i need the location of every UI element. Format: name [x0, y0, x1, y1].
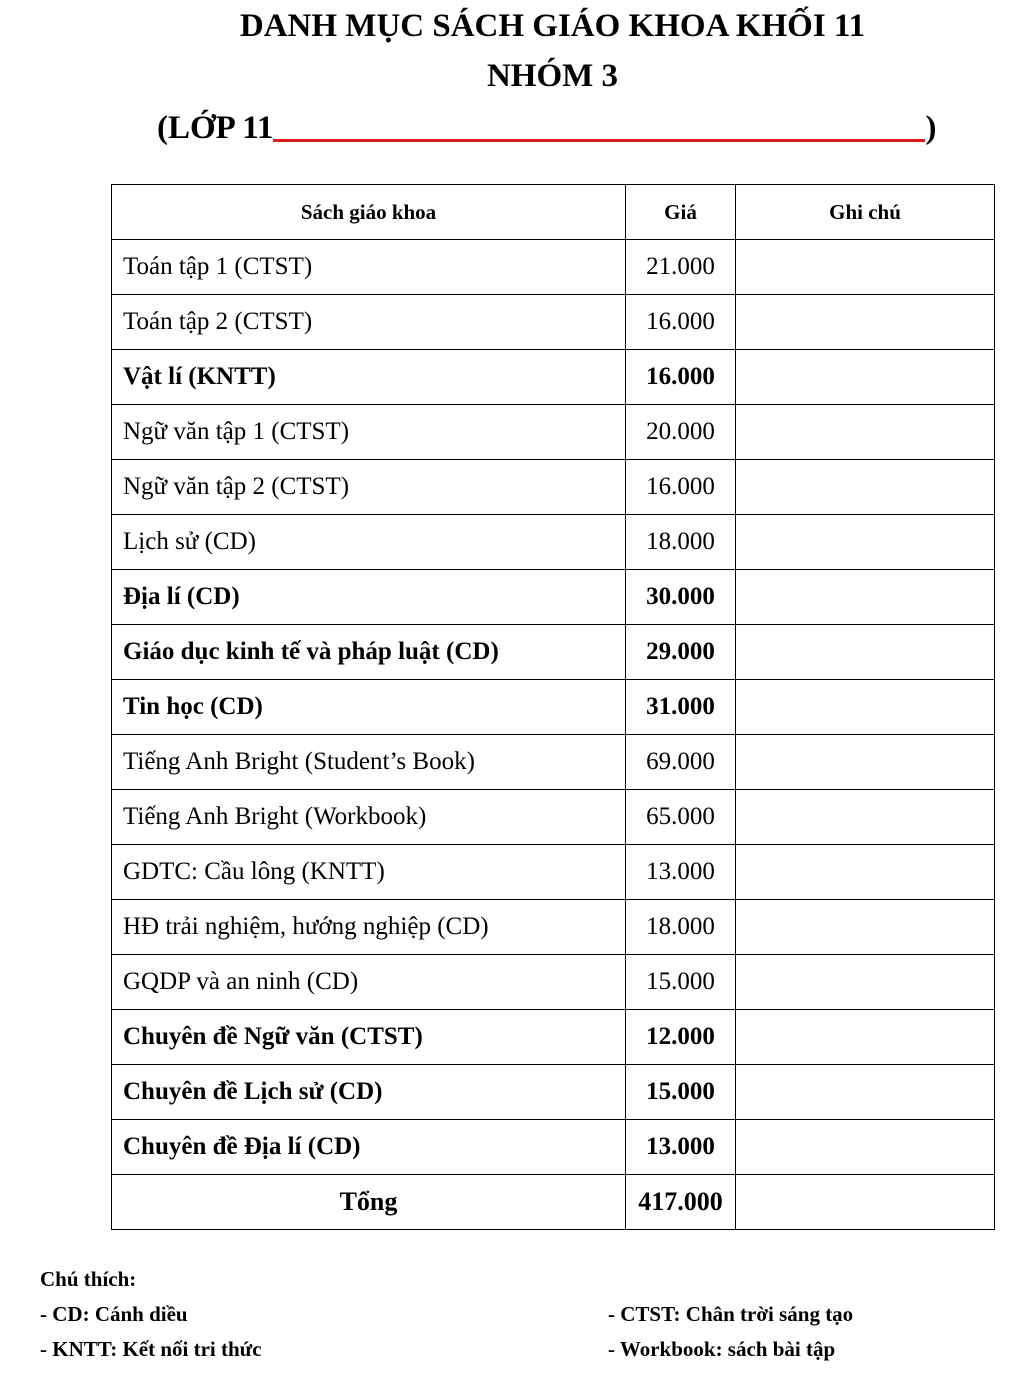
book-note-cell[interactable] — [736, 570, 995, 625]
table-row — [112, 1010, 995, 1065]
table-row — [112, 900, 995, 955]
note-kntt: - KNTT: Kết nối tri thức — [40, 1337, 262, 1361]
book-price-cell: 16.000 — [626, 460, 736, 515]
book-price-cell: 30.000 — [626, 570, 736, 625]
book-name-cell: Tin học (CD) — [112, 680, 626, 735]
book-note-cell[interactable] — [736, 1065, 995, 1120]
notes-heading: Chú thích: — [40, 1267, 137, 1291]
book-note-cell[interactable] — [736, 790, 995, 845]
table-header-row — [112, 185, 995, 240]
book-name-cell: Tiếng Anh Bright (Student’s Book) — [112, 735, 626, 790]
table-row — [112, 1065, 995, 1120]
book-price-cell: 20.000 — [626, 405, 736, 460]
book-name-cell: Lịch sử (CD) — [112, 515, 626, 570]
group-title: NHÓM 3 — [486, 58, 619, 94]
book-price-cell: 29.000 — [626, 625, 736, 680]
book-note-cell[interactable] — [736, 1010, 995, 1065]
book-price-cell: 15.000 — [626, 1065, 736, 1120]
book-note-cell[interactable] — [736, 625, 995, 680]
book-price-cell: 16.000 — [626, 350, 736, 405]
book-name-cell: Chuyên đề Lịch sử (CD) — [112, 1065, 626, 1120]
book-note-cell[interactable] — [736, 900, 995, 955]
column-header-note: Ghi chú — [736, 185, 995, 240]
table-row — [112, 790, 995, 845]
book-note-cell[interactable] — [736, 1120, 995, 1175]
note-ctst: - CTST: Chân trời sáng tạo — [608, 1302, 854, 1326]
book-price-cell: 12.000 — [626, 1010, 736, 1065]
book-note-cell[interactable] — [736, 955, 995, 1010]
book-note-cell[interactable] — [736, 845, 995, 900]
book-name-cell: Chuyên đề Ngữ văn (CTST) — [112, 1010, 626, 1065]
table-row — [112, 955, 995, 1010]
table-row — [112, 680, 995, 735]
textbook-table — [111, 184, 995, 1230]
book-note-cell[interactable] — [736, 515, 995, 570]
table-row — [112, 405, 995, 460]
table-row — [112, 515, 995, 570]
book-name-cell: Chuyên đề Địa lí (CD) — [112, 1120, 626, 1175]
book-price-cell: 18.000 — [626, 515, 736, 570]
class-prefix: (LỚP 11 — [157, 110, 274, 146]
book-name-cell: Toán tập 1 (CTST) — [112, 240, 626, 295]
book-name-cell: Toán tập 2 (CTST) — [112, 295, 626, 350]
book-note-cell[interactable] — [736, 350, 995, 405]
book-price-cell: 15.000 — [626, 955, 736, 1010]
class-name-blank[interactable] — [273, 109, 925, 142]
table-row — [112, 240, 995, 295]
total-note-cell[interactable] — [736, 1175, 995, 1230]
book-price-cell: 18.000 — [626, 900, 736, 955]
column-header-textbook: Sách giáo khoa — [112, 185, 626, 240]
book-price-cell: 69.000 — [626, 735, 736, 790]
column-header-price: Giá — [626, 185, 736, 240]
table-row — [112, 1120, 995, 1175]
total-row — [112, 1175, 995, 1230]
book-note-cell[interactable] — [736, 735, 995, 790]
document-title: DANH MỤC SÁCH GIÁO KHOA KHỐI 11 — [239, 8, 866, 44]
book-name-cell: Tiếng Anh Bright (Workbook) — [112, 790, 626, 845]
book-name-cell: HĐ trải nghiệm, hướng nghiệp (CD) — [112, 900, 626, 955]
book-name-cell: Ngữ văn tập 2 (CTST) — [112, 460, 626, 515]
total-label: Tổng — [112, 1175, 626, 1230]
book-name-cell: Ngữ văn tập 1 (CTST) — [112, 405, 626, 460]
table-row — [112, 295, 995, 350]
table-row — [112, 570, 995, 625]
table-row — [112, 350, 995, 405]
table-row — [112, 845, 995, 900]
note-workbook: - Workbook: sách bài tập — [608, 1337, 836, 1361]
note-cd: - CD: Cánh diều — [40, 1302, 188, 1326]
class-line — [157, 106, 936, 150]
table-row — [112, 460, 995, 515]
book-note-cell[interactable] — [736, 295, 995, 350]
table-row — [112, 625, 995, 680]
book-price-cell: 13.000 — [626, 1120, 736, 1175]
book-price-cell: 21.000 — [626, 240, 736, 295]
class-suffix: ) — [925, 110, 937, 146]
book-note-cell[interactable] — [736, 240, 995, 295]
book-name-cell: Giáo dục kinh tế và pháp luật (CD) — [112, 625, 626, 680]
book-note-cell[interactable] — [736, 680, 995, 735]
book-name-cell: GQDP và an ninh (CD) — [112, 955, 626, 1010]
book-note-cell[interactable] — [736, 460, 995, 515]
book-name-cell: Địa lí (CD) — [112, 570, 626, 625]
book-name-cell: GDTC: Cầu lông (KNTT) — [112, 845, 626, 900]
book-price-cell: 31.000 — [626, 680, 736, 735]
table-row — [112, 735, 995, 790]
book-price-cell: 16.000 — [626, 295, 736, 350]
total-price: 417.000 — [626, 1175, 736, 1230]
book-price-cell: 65.000 — [626, 790, 736, 845]
book-note-cell[interactable] — [736, 405, 995, 460]
book-name-cell: Vật lí (KNTT) — [112, 350, 626, 405]
table-body — [112, 240, 995, 1230]
book-price-cell: 13.000 — [626, 845, 736, 900]
